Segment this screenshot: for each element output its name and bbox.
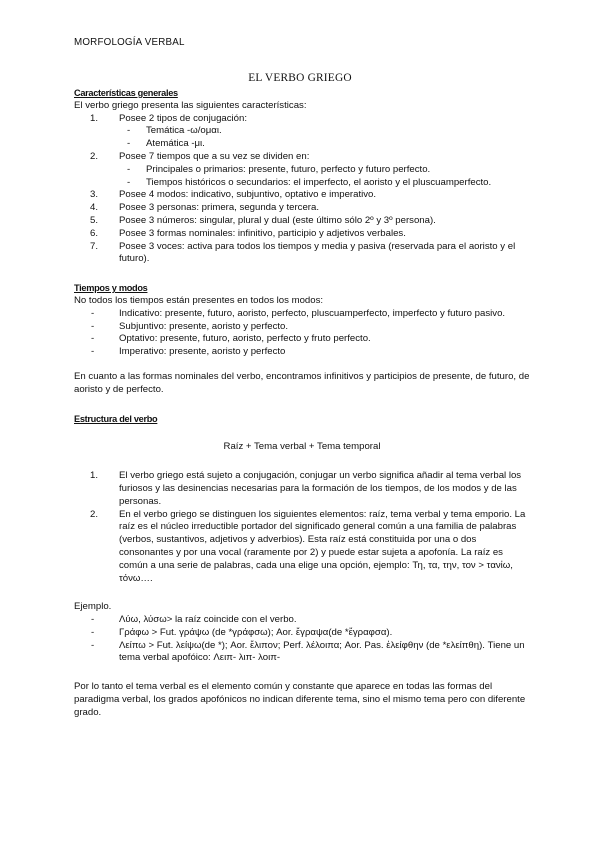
- sublist: [119, 125, 530, 151]
- item-number: 5.: [90, 214, 99, 226]
- list-item: [74, 241, 530, 267]
- spacer: [74, 585, 530, 601]
- example-label: Ejemplo.: [74, 601, 112, 613]
- item-number: 1.: [90, 470, 99, 482]
- list-item: [74, 228, 530, 241]
- example-list: [74, 614, 530, 665]
- sec2-list: [74, 308, 530, 359]
- sublist-item: - Atemática -μι.: [119, 138, 530, 151]
- sec3-list: [74, 470, 530, 585]
- list-item: [74, 189, 530, 202]
- item-number: 3.: [90, 189, 99, 201]
- sublist: [119, 164, 530, 190]
- list-item: [74, 470, 530, 508]
- list-item: [74, 202, 530, 215]
- formula-line: Raíz + Tema verbal + Tema temporal: [223, 441, 381, 453]
- sec2-closing: En cuanto a las formas nominales del verbo, encontramos infinitivos y participios de presente, de futuro, de aoristo y de perfecto.: [74, 370, 530, 395]
- document-title: EL VERBO GRIEGO: [248, 72, 352, 84]
- sec2-intro: No todos los tiempos están presentes en todos los modos:: [74, 294, 324, 306]
- item-text: Posee 4 modos: indicativo, subjuntivo, optativo e imperativo.: [119, 189, 377, 201]
- list-item: - Λείπω > Fut. λείψω(de *); Aor. ἔλιπον; Perf. λέλοιπα; Aor. Pas. ἐλείφθην (de *ελείπθη). Tiene un tema verbal apofóico: Λειπ- λιπ- λοιπ-: [74, 640, 530, 666]
- list-item: - Optativo: presente, futuro, aoristo, perfecto y fruto perfecto.: [74, 333, 530, 346]
- document-body: [74, 87, 530, 720]
- spacer: [74, 454, 530, 470]
- sec1-list: [74, 113, 530, 267]
- item-text: Posee 3 personas: primera, segunda y tercera.: [119, 202, 319, 214]
- heading-tiempos-modos: Tiempos y modos: [74, 283, 148, 294]
- sublist-item: - Tiempos históricos o secundarios: el imperfecto, el aoristo y el pluscuamperfecto.: [119, 177, 530, 190]
- list-item: [74, 215, 530, 228]
- list-item: - Imperativo: presente, aoristo y perfecto: [74, 346, 530, 359]
- item-number: 7.: [90, 240, 99, 252]
- heading-caracteristicas: Características generales: [74, 88, 178, 98]
- item-text: Posee 7 tiempos que a su vez se dividen en:: [119, 150, 310, 162]
- item-number: 1.: [90, 112, 99, 124]
- heading-estructura: Estructura del verbo: [74, 413, 158, 424]
- list-item: [74, 151, 530, 189]
- spacer: [74, 425, 530, 441]
- item-number: 6.: [90, 227, 99, 239]
- list-item: [74, 509, 530, 586]
- running-header: MORFOLOGÍA VERBAL: [74, 37, 185, 48]
- sec1-intro: El verbo griego presenta las siguientes características:: [74, 99, 307, 111]
- item-text: Posee 3 formas nominales: infinitivo, participio y adjetivos verbales.: [119, 227, 406, 239]
- item-text: En el verbo griego se distinguen los siguientes elementos: raíz, tema verbal y tema emporio. La raíz es el núcleo irreductible portador del significado general común a una familia de palabras (verbos, sustantivos, adjetivos y adverbios). Esta raíz está constituida por una o dos consonantes y por una vocal (raramente por 2) y puede estar sujeta a apofonía. La raíz es común a una serie de palabras, cada una elige una opción, ejemplo: Τη, τα, την, τον > τανἰω, τόνω….: [119, 508, 526, 584]
- item-text: Posee 2 tipos de conjugación:: [119, 112, 248, 124]
- list-item: - Subjuntivo: presente, aoristo y perfecto.: [74, 321, 530, 334]
- item-text: Posee 3 voces: activa para todos los tiempos y media y pasiva (reservada para el aoristo y el futuro).: [119, 240, 516, 265]
- item-text: Posee 3 números: singular, plural y dual (este último sólo 2º y 3º persona).: [119, 214, 436, 226]
- conclusion-paragraph: Por lo tanto el tema verbal es el elemento común y constante que aparece en todas las formas del paradigma verbal, los grados apofónicos no indican diferente tema, sino el mismo tema pero con diferente grado.: [74, 681, 526, 718]
- sublist-item: - Principales o primarios: presente, futuro, perfecto y futuro perfecto.: [119, 164, 530, 177]
- sublist-item: - Temática -ω/ομαι.: [119, 125, 530, 138]
- spacer: [74, 266, 530, 282]
- spacer: [74, 359, 530, 371]
- item-number: 2.: [90, 150, 99, 162]
- list-item: - Λύω, λύσω> la raíz coincide con el verbo.: [74, 614, 530, 627]
- list-item: [74, 113, 530, 151]
- item-text: El verbo griego está sujeto a conjugación, conjugar un verbo significa añadir al tema verbal los furiosos y las desinencias necesarias para la formación de los tiempos, de los modos y de las personas.: [119, 470, 522, 507]
- spacer: [74, 397, 530, 413]
- spacer: [74, 665, 530, 681]
- item-number: 4.: [90, 202, 99, 214]
- list-item: - Indicativo: presente, futuro, aoristo, perfecto, pluscuamperfecto, imperfecto y futuro pasivo.: [74, 308, 530, 321]
- list-item: - Γράφω > Fut. γράψω (de *γράφσω); Aor. ἔγραψα(de *ἔγραφσα).: [74, 627, 530, 640]
- item-number: 2.: [90, 508, 99, 520]
